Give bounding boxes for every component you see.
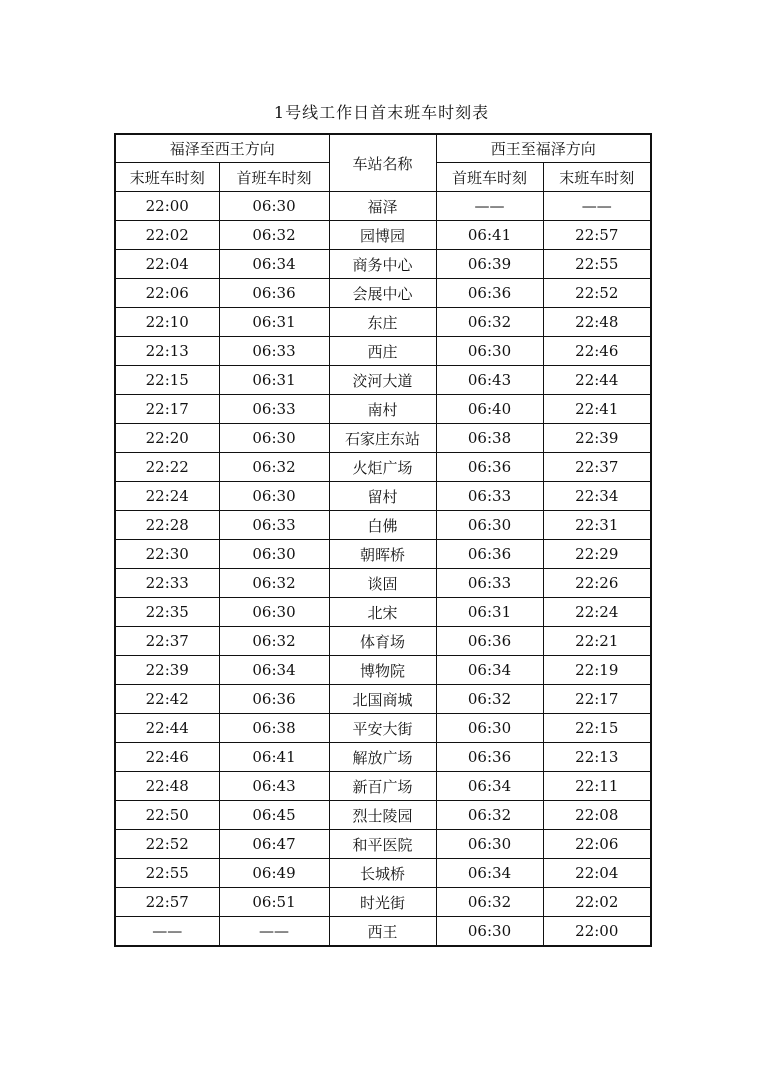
- dir1-last-train-cell: 22:00: [115, 192, 219, 221]
- station-name-cell: 会展中心: [329, 279, 436, 308]
- dir1-first-train-cell: 06:32: [219, 627, 329, 656]
- dir2-last-train-cell: 22:46: [543, 337, 651, 366]
- dir1-first-train-cell: 06:47: [219, 830, 329, 859]
- dir2-first-train-cell: 06:36: [436, 453, 543, 482]
- table-row: [115, 685, 651, 714]
- station-name-cell: 新百广场: [329, 772, 436, 801]
- dir2-first-train-cell: 06:30: [436, 511, 543, 540]
- station-name-cell: 谈固: [329, 569, 436, 598]
- dir1-last-train-cell: 22:28: [115, 511, 219, 540]
- station-name-cell: 平安大街: [329, 714, 436, 743]
- station-name-cell: 园博园: [329, 221, 436, 250]
- dir1-last-train-cell: 22:35: [115, 598, 219, 627]
- table-row: [115, 714, 651, 743]
- station-name-cell: 西庄: [329, 337, 436, 366]
- dir1-first-train-cell: 06:33: [219, 337, 329, 366]
- table-row: [115, 888, 651, 917]
- dir2-first-train-cell: 06:34: [436, 772, 543, 801]
- direction-xiwang-to-fuze-header: 西王至福泽方向: [436, 134, 651, 163]
- table-row: [115, 453, 651, 482]
- dir2-first-train-cell: 06:41: [436, 221, 543, 250]
- dir1-last-train-cell: 22:37: [115, 627, 219, 656]
- dir1-first-train-cell: 06:34: [219, 656, 329, 685]
- dir1-last-train-cell: 22:04: [115, 250, 219, 279]
- dir2-last-train-cell: 22:26: [543, 569, 651, 598]
- dir2-last-train-cell: 22:04: [543, 859, 651, 888]
- dir1-first-train-header: 首班车时刻: [219, 163, 329, 192]
- dir2-last-train-cell: 22:52: [543, 279, 651, 308]
- dir1-last-train-cell: 22:42: [115, 685, 219, 714]
- dir2-first-train-cell: 06:32: [436, 801, 543, 830]
- station-name-cell: 烈士陵园: [329, 801, 436, 830]
- dir2-first-train-cell: 06:36: [436, 540, 543, 569]
- table-row: [115, 598, 651, 627]
- dir2-last-train-cell: 22:08: [543, 801, 651, 830]
- dir1-first-train-cell: 06:32: [219, 221, 329, 250]
- dir1-first-train-cell: 06:38: [219, 714, 329, 743]
- dir1-last-train-cell: 22:30: [115, 540, 219, 569]
- dir2-first-train-cell: 06:40: [436, 395, 543, 424]
- dir1-last-train-cell: 22:24: [115, 482, 219, 511]
- dir2-first-train-cell: 06:38: [436, 424, 543, 453]
- table-row: [115, 743, 651, 772]
- table-row: [115, 511, 651, 540]
- station-name-cell: 朝晖桥: [329, 540, 436, 569]
- dir1-first-train-cell: 06:30: [219, 192, 329, 221]
- dir2-first-train-cell: 06:30: [436, 917, 543, 947]
- dir2-last-train-cell: 22:55: [543, 250, 651, 279]
- dir1-first-train-cell: 06:49: [219, 859, 329, 888]
- table-row: [115, 917, 651, 947]
- dir1-first-train-cell: 06:36: [219, 685, 329, 714]
- table-row: [115, 395, 651, 424]
- table-row: [115, 250, 651, 279]
- dir1-first-train-cell: 06:41: [219, 743, 329, 772]
- dir2-last-train-cell: 22:24: [543, 598, 651, 627]
- dir1-first-train-cell: 06:33: [219, 511, 329, 540]
- dir2-last-train-cell: 22:57: [543, 221, 651, 250]
- dir2-last-train-cell: ——: [543, 192, 651, 221]
- dir2-first-train-cell: 06:33: [436, 482, 543, 511]
- dir2-last-train-cell: 22:29: [543, 540, 651, 569]
- station-name-cell: 东庄: [329, 308, 436, 337]
- dir1-first-train-cell: 06:36: [219, 279, 329, 308]
- dir2-last-train-cell: 22:15: [543, 714, 651, 743]
- dir1-last-train-cell: ——: [115, 917, 219, 947]
- dir1-first-train-cell: 06:43: [219, 772, 329, 801]
- dir1-last-train-cell: 22:06: [115, 279, 219, 308]
- dir2-first-train-cell: 06:36: [436, 743, 543, 772]
- dir1-last-train-cell: 22:20: [115, 424, 219, 453]
- dir2-last-train-cell: 22:41: [543, 395, 651, 424]
- dir2-last-train-cell: 22:21: [543, 627, 651, 656]
- dir2-first-train-cell: ——: [436, 192, 543, 221]
- station-name-cell: 南村: [329, 395, 436, 424]
- dir2-first-train-cell: 06:32: [436, 685, 543, 714]
- dir2-first-train-cell: 06:30: [436, 830, 543, 859]
- station-name-cell: 和平医院: [329, 830, 436, 859]
- dir2-last-train-cell: 22:13: [543, 743, 651, 772]
- dir1-last-train-header: 末班车时刻: [115, 163, 219, 192]
- timetable: [114, 133, 652, 947]
- dir2-first-train-cell: 06:33: [436, 569, 543, 598]
- station-name-cell: 西王: [329, 917, 436, 947]
- table-row: [115, 772, 651, 801]
- dir1-last-train-cell: 22:10: [115, 308, 219, 337]
- table-row: [115, 337, 651, 366]
- dir1-first-train-cell: 06:45: [219, 801, 329, 830]
- timetable-body: [115, 192, 651, 947]
- dir1-first-train-cell: 06:30: [219, 540, 329, 569]
- dir1-first-train-cell: 06:31: [219, 366, 329, 395]
- table-row: [115, 830, 651, 859]
- table-row: [115, 308, 651, 337]
- table-row: [115, 656, 651, 685]
- dir1-first-train-cell: 06:30: [219, 598, 329, 627]
- dir2-first-train-cell: 06:34: [436, 859, 543, 888]
- table-row: [115, 279, 651, 308]
- table-row: [115, 627, 651, 656]
- station-name-cell: 石家庄东站: [329, 424, 436, 453]
- dir1-last-train-cell: 22:02: [115, 221, 219, 250]
- station-name-cell: 福泽: [329, 192, 436, 221]
- dir2-last-train-cell: 22:17: [543, 685, 651, 714]
- dir2-first-train-cell: 06:43: [436, 366, 543, 395]
- station-name-cell: 体育场: [329, 627, 436, 656]
- dir1-last-train-cell: 22:55: [115, 859, 219, 888]
- dir1-first-train-cell: 06:31: [219, 308, 329, 337]
- dir1-first-train-cell: 06:33: [219, 395, 329, 424]
- station-name-cell: 火炬广场: [329, 453, 436, 482]
- station-name-cell: 解放广场: [329, 743, 436, 772]
- dir1-first-train-cell: 06:51: [219, 888, 329, 917]
- dir1-first-train-cell: 06:32: [219, 453, 329, 482]
- dir1-first-train-cell: 06:32: [219, 569, 329, 598]
- dir1-last-train-cell: 22:44: [115, 714, 219, 743]
- station-name-cell: 时光街: [329, 888, 436, 917]
- station-name-cell: 北国商城: [329, 685, 436, 714]
- dir1-first-train-cell: ——: [219, 917, 329, 947]
- dir1-first-train-cell: 06:34: [219, 250, 329, 279]
- dir2-first-train-cell: 06:30: [436, 337, 543, 366]
- dir2-last-train-cell: 22:00: [543, 917, 651, 947]
- dir2-last-train-cell: 22:37: [543, 453, 651, 482]
- dir2-last-train-cell: 22:19: [543, 656, 651, 685]
- dir1-last-train-cell: 22:48: [115, 772, 219, 801]
- table-row: [115, 424, 651, 453]
- station-name-cell: 长城桥: [329, 859, 436, 888]
- dir2-first-train-cell: 06:32: [436, 308, 543, 337]
- dir1-last-train-cell: 22:39: [115, 656, 219, 685]
- station-name-cell: 商务中心: [329, 250, 436, 279]
- dir2-last-train-cell: 22:39: [543, 424, 651, 453]
- dir2-last-train-cell: 22:31: [543, 511, 651, 540]
- table-row: [115, 221, 651, 250]
- direction-fuze-to-xiwang-header: 福泽至西王方向: [115, 134, 329, 163]
- table-row: [115, 801, 651, 830]
- dir1-last-train-cell: 22:33: [115, 569, 219, 598]
- dir2-first-train-cell: 06:34: [436, 656, 543, 685]
- dir2-last-train-cell: 22:34: [543, 482, 651, 511]
- station-name-cell: 北宋: [329, 598, 436, 627]
- timetable-header: [115, 134, 651, 192]
- dir2-last-train-cell: 22:48: [543, 308, 651, 337]
- dir2-first-train-cell: 06:31: [436, 598, 543, 627]
- station-name-cell: 洨河大道: [329, 366, 436, 395]
- dir1-last-train-cell: 22:13: [115, 337, 219, 366]
- station-name-header: 车站名称: [329, 134, 436, 192]
- dir1-last-train-cell: 22:57: [115, 888, 219, 917]
- station-name-cell: 白佛: [329, 511, 436, 540]
- dir2-first-train-cell: 06:36: [436, 279, 543, 308]
- dir2-last-train-cell: 22:44: [543, 366, 651, 395]
- table-row: [115, 569, 651, 598]
- dir1-first-train-cell: 06:30: [219, 482, 329, 511]
- table-row: [115, 540, 651, 569]
- dir2-last-train-cell: 22:11: [543, 772, 651, 801]
- dir1-last-train-cell: 22:46: [115, 743, 219, 772]
- dir2-first-train-header: 首班车时刻: [436, 163, 543, 192]
- dir2-first-train-cell: 06:32: [436, 888, 543, 917]
- dir2-last-train-cell: 22:06: [543, 830, 651, 859]
- table-row: [115, 192, 651, 221]
- dir1-last-train-cell: 22:52: [115, 830, 219, 859]
- dir2-last-train-header: 末班车时刻: [543, 163, 651, 192]
- dir1-last-train-cell: 22:22: [115, 453, 219, 482]
- dir2-first-train-cell: 06:39: [436, 250, 543, 279]
- dir1-last-train-cell: 22:15: [115, 366, 219, 395]
- dir1-first-train-cell: 06:30: [219, 424, 329, 453]
- dir2-first-train-cell: 06:30: [436, 714, 543, 743]
- station-name-cell: 博物院: [329, 656, 436, 685]
- dir2-first-train-cell: 06:36: [436, 627, 543, 656]
- table-row: [115, 366, 651, 395]
- table-row: [115, 859, 651, 888]
- dir1-last-train-cell: 22:50: [115, 801, 219, 830]
- page-title: 1号线工作日首末班车时刻表: [273, 103, 490, 122]
- table-row: [115, 482, 651, 511]
- station-name-cell: 留村: [329, 482, 436, 511]
- dir2-last-train-cell: 22:02: [543, 888, 651, 917]
- dir1-last-train-cell: 22:17: [115, 395, 219, 424]
